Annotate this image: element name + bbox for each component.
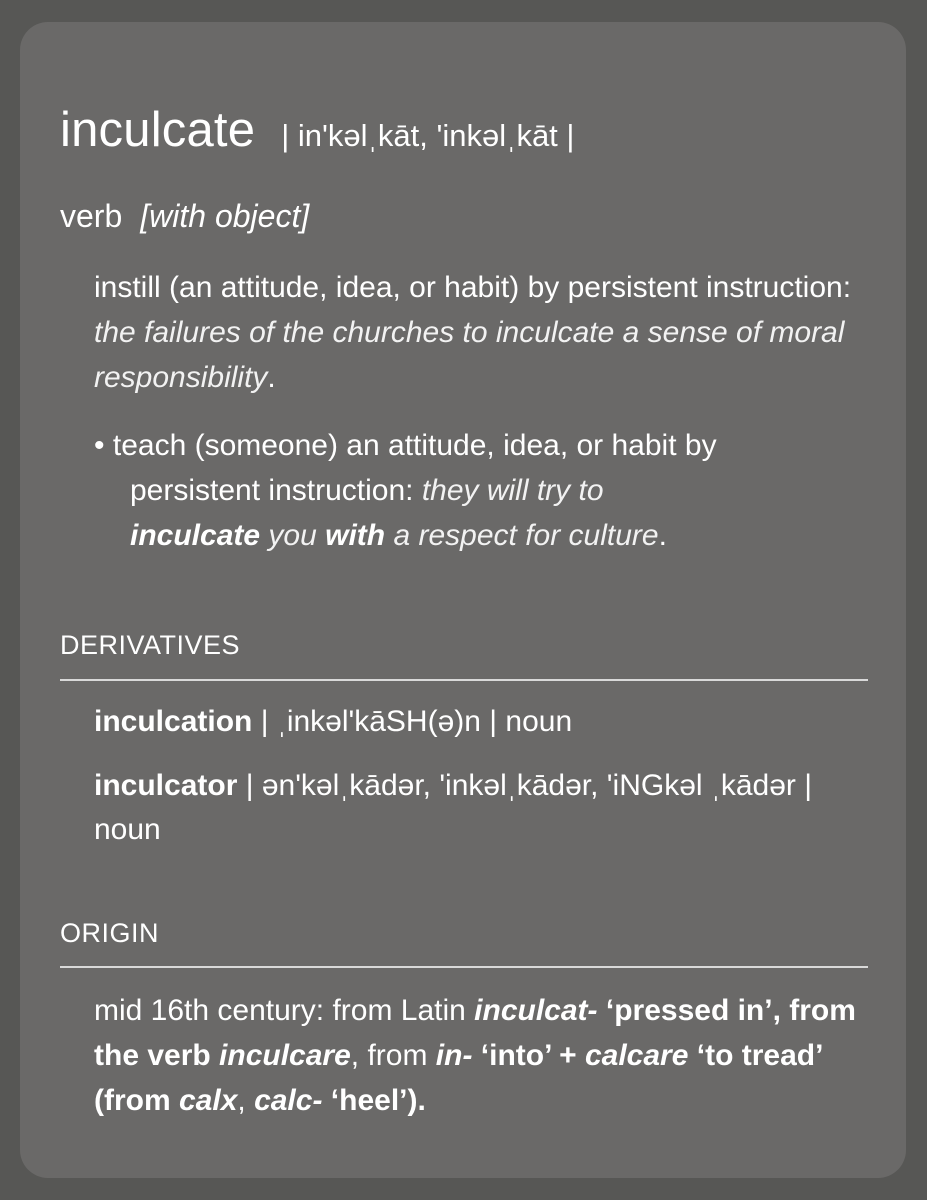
derivative-details: | ən'kəlˌkādər, 'inkəlˌkādər, 'iNGkəl ˌkādər | noun <box>94 769 813 846</box>
sense-1-end: . <box>267 361 276 394</box>
part-of-speech-row <box>60 198 309 235</box>
origin-segment: , from <box>350 1039 436 1072</box>
derivative-item <box>94 700 874 744</box>
derivative-word: inculcator <box>94 769 238 802</box>
sense-2 <box>94 423 884 558</box>
dictionary-entry-card <box>20 22 906 1178</box>
origin-segment: mid 16th century: from Latin <box>94 994 475 1027</box>
derivatives-title: DERIVATIVES <box>60 630 241 660</box>
origin-segment: ‘to tread’ (from <box>94 1039 822 1117</box>
origin-etymon: calx <box>179 1084 238 1117</box>
origin-etymon: inculcare <box>219 1039 351 1072</box>
origin-text <box>94 988 884 1123</box>
origin-divider <box>60 966 868 968</box>
origin-etymon: calcare <box>584 1039 689 1072</box>
derivatives-divider <box>60 679 868 681</box>
origin-segment: ‘into’ + <box>472 1039 585 1072</box>
headword-row <box>60 102 574 158</box>
sense-2-example-keyword-1: inculcate <box>130 519 261 552</box>
sense-2-example-keyword-2: with <box>325 519 386 552</box>
sense-1-example: the failures of the churches to inculcate a sense of moral responsibility <box>94 316 845 394</box>
sense-2-continuation <box>94 468 884 558</box>
derivative-details: | ˌinkəl'kāSH(ə)n | noun <box>252 705 573 738</box>
derivative-word: inculcation <box>94 705 253 738</box>
part-of-speech: verb <box>60 198 123 234</box>
sense-2-first-line <box>94 423 884 468</box>
sense-2-example-c: a respect for culture <box>393 519 659 552</box>
origin-title: ORIGIN <box>60 918 160 948</box>
sense-2-example-b: you <box>268 519 317 552</box>
origin-etymon: inculcat- <box>474 994 598 1027</box>
grammar-note: [with object] <box>140 198 310 234</box>
origin-etymon: calc- <box>254 1084 323 1117</box>
sense-1-definition: instill (an attitude, idea, or habit) by persistent instruction: <box>94 271 852 304</box>
pronunciation: | in'kəlˌkāt, 'inkəlˌkāt | <box>281 118 575 153</box>
sense-1 <box>94 265 874 400</box>
origin-segment: ‘heel’). <box>322 1084 426 1117</box>
origin-segment: ‘pressed in’, from the verb <box>94 994 856 1072</box>
headword: inculcate <box>60 103 256 157</box>
sense-2-end: . <box>658 519 667 552</box>
sense-2-definition-cont: persistent instruction: <box>130 474 414 507</box>
origin-segment: , <box>237 1084 255 1117</box>
derivative-item <box>94 764 874 852</box>
sense-2-example-a: they will try to <box>421 474 604 507</box>
origin-etymon: in- <box>435 1039 473 1072</box>
bullet-icon: • <box>94 429 105 462</box>
sense-2-definition-start: teach (someone) an attitude, idea, or habit by <box>112 429 717 462</box>
